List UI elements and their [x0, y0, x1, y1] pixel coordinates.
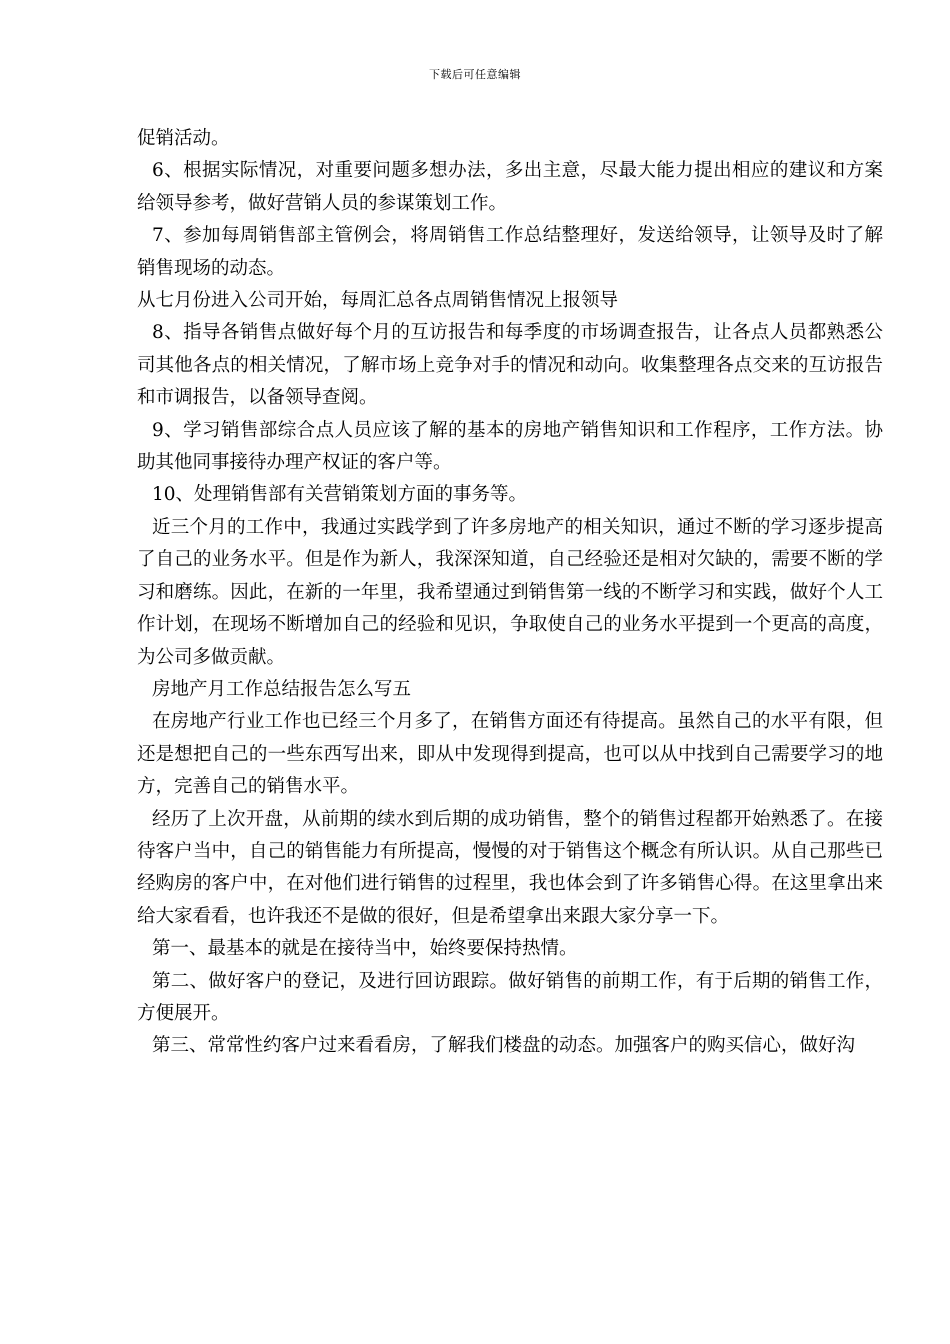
paragraph: 6、根据实际情况，对重要问题多想办法，多出主意，尽最大能力提出相应的建议和方案给领导参考，做好营销人员的参谋策划工作。	[137, 160, 883, 214]
paragraph: 第二、做好客户的登记，及进行回访跟踪。做好销售的前期工作，有于后期的销售工作，方便展开。	[137, 970, 883, 1024]
paragraph: 在房地产行业工作也已经三个月多了，在销售方面还有待提高。虽然自己的水平有限，但还是想把自己的一些东西写出来，即从中发现得到提高，也可以从中找到自己需要学习的地方，完善自己的销售水平。	[137, 711, 883, 798]
paragraph: 第一、最基本的就是在接待当中，始终要保持热情。	[152, 938, 578, 960]
paragraph: 从七月份进入公司开始，每周汇总各点周销售情况上报领导	[137, 290, 619, 312]
section-heading: 房地产月工作总结报告怎么写五	[152, 678, 412, 700]
document-body	[137, 123, 883, 1063]
paragraph: 10、处理销售部有关营销策划方面的事务等。	[152, 484, 528, 506]
paragraph: 7、参加每周销售部主管例会，将周销售工作总结整理好，发送给领导，让领导及时了解销售现场的动态。	[137, 225, 883, 279]
paragraph: 第三、常常性约客户过来看看房，了解我们楼盘的动态。加强客户的购买信心，做好沟	[152, 1035, 856, 1057]
page-header: 下载后可任意编辑	[429, 68, 521, 81]
paragraph: 经历了上次开盘，从前期的续水到后期的成功销售，整个的销售过程都开始熟悉了。在接待客户当中，自己的销售能力有所提高，慢慢的对于销售这个概念有所认识。从自己那些已经购房的客户中，在对他们进行销售的过程里，我也体会到了许多销售心得。在这里拿出来给大家看看，也许我还不是做的很好，但是希望拿出来跟大家分享一下。	[137, 808, 883, 927]
paragraph: 促销活动。	[137, 128, 230, 149]
paragraph: 近三个月的工作中，我通过实践学到了许多房地产的相关知识，通过不断的学习逐步提高了自己的业务水平。但是作为新人，我深深知道，自己经验还是相对欠缺的，需要不断的学习和磨练。因此，在新的一年里，我希望通过到销售第一线的不断学习和实践，做好个人工作计划，在现场不断增加自己的经验和见识，争取使自己的业务水平提到一个更高的高度，为公司多做贡献。	[137, 516, 883, 668]
paragraph: 9、学习销售部综合点人员应该了解的基本的房地产销售知识和工作程序，工作方法。协助其他同事接待办理产权证的客户等。	[137, 419, 883, 474]
paragraph: 8、指导各销售点做好每个月的互访报告和每季度的市场调查报告，让各点人员都熟悉公司其他各点的相关情况，了解市场上竞争对手的情况和动向。收集整理各点交来的互访报告和市调报告，以备领导查阅。	[137, 322, 883, 409]
